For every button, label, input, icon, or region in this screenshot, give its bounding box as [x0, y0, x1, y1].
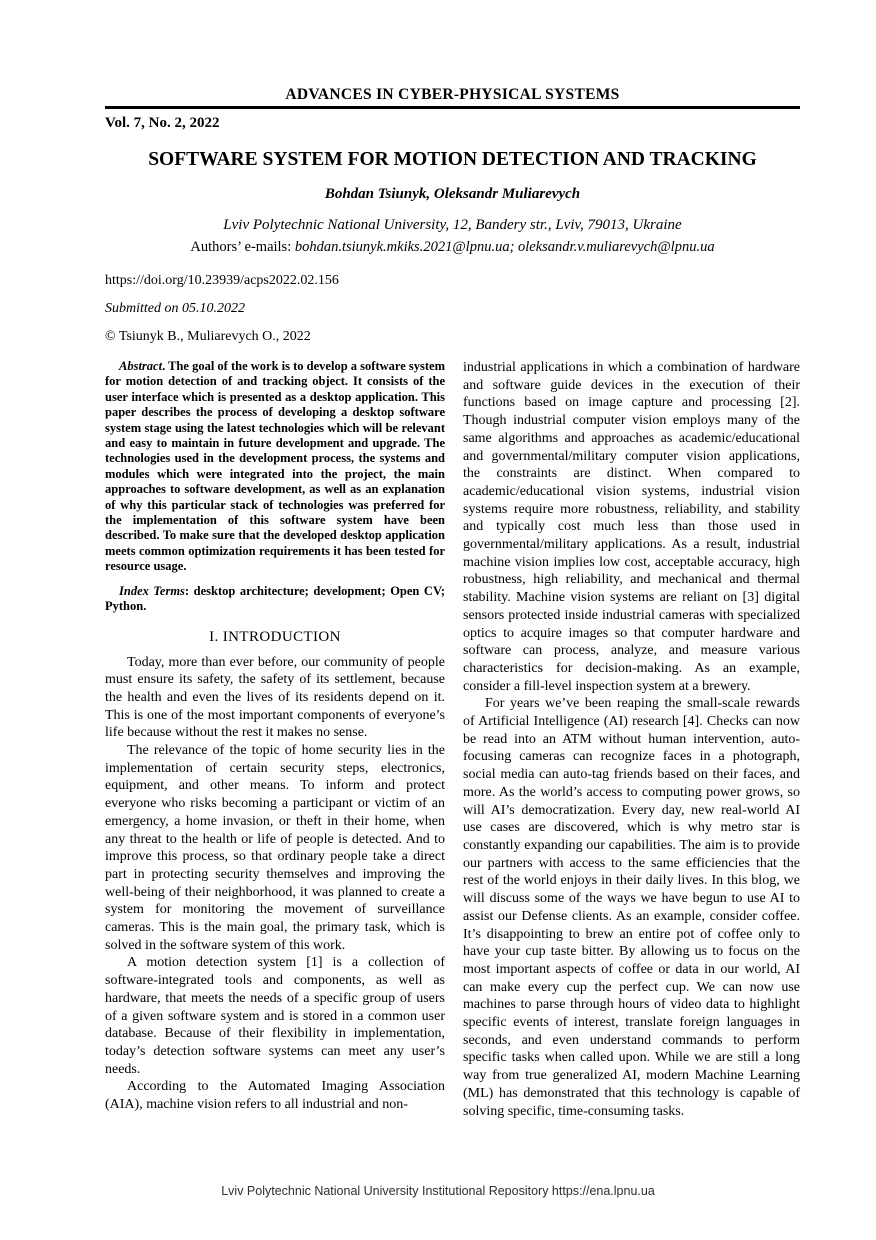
section-heading-introduction: I. INTRODUCTION — [209, 628, 341, 645]
index-terms-label: Index Terms — [119, 583, 185, 598]
body-paragraph: industrial applications in which a combination of hardware and software guide devices in the execution of their functions based on image capture and processing [2]. Though industrial computer vision employs many of the same algorithms and approaches as academic/educational and governmental/military computer vision applications, the constraints are distinct. When compared to academic/educational vision systems, industrial vision systems require more robustness, reliability, and stability and typically cost much less than those used in governmental/military applications. As a result, industrial machine vision implies low cost, acceptable accuracy, high robustness, high reliability, and mechanical and thermal stability. Machine vision systems are reliant on [3] digital sensors protected inside industrial cameras with specialized optics to acquire images so that computer hardware and software can process, analyze, and measure various characteristics for decision-making. As an example, consider a fill-level inspection system at a brewery. — [463, 360, 800, 694]
body-paragraph: For years we’ve been reaping the small-scale rewards of Artificial Intelligence (AI) research [4]. Checks can now be read into an ATM without human intervention, auto-focusing cameras can recognize faces in a photograph, social media can auto-tag friends based on their faces, and more. As the world’s access to computing power grows, so will AI’s democratization. Every day, new real-world AI use cases are discovered, which is why metro star is constantly expanding our capabilities. The aim is to provide our partners with access to the same efficiencies that the rest of the world enjoys in their daily lives. In this blog, we will discuss some of the ways we have begun to use AI to assist our Defense clients. As an example, consider coffee. It’s disappointing to brew an entire pot of coffee only to have your cup taste bitter. By allowing us to focus on the most important aspects of coffee or data in our world, AI can make every cup the perfect cup. We can now use machines to parse through hours of video data to highlight specific events of interest, translate foreign languages in seconds, and even understand commands to perform specific tasks when called upon. While we are still a long way from true generalized AI, modern Machine Learning (ML) has demonstrated that this technology is capable of solving specific, time-consuming tasks. — [463, 696, 800, 1119]
page-content — [105, 86, 800, 1120]
repository-footer: Lviv Polytechnic National University Institutional Repository https://ena.lpnu.ua — [221, 1184, 655, 1198]
body-paragraph: According to the Automated Imaging Association (AIA), machine vision refers to all industrial and non- — [105, 1079, 445, 1113]
body-paragraph: Today, more than ever before, our community of people must ensure its safety, the safety of its settlement, because the health and even the lives of its residents depend on it. This is one of the most important components of everyone’s life because without the rest it makes no sense. — [105, 654, 445, 741]
emails-line — [105, 238, 800, 257]
index-terms-paragraph — [105, 584, 445, 615]
emails-value: bohdan.tsiunyk.mkiks.2021@lpnu.ua; oleksandr.v.muliarevych@lpnu.ua — [294, 239, 715, 255]
body-paragraph: The relevance of the topic of home security lies in the implementation of certain security steps, electronics, equipment, and other means. To inform and protect everyone who risks becoming a participant or victim of an emergency, a home invasion, or theft in their home, when any threat to the health or life of people is detected. And to improve this process, so that ordinary people take a direct part in protecting security themselves and improving the well-being of their neighborhood, it was planned to create a system for monitoring the movement of surveillance cameras. This is the main goal, the primary task, which is solved in the software system of this work. — [105, 743, 445, 953]
authors-line: Bohdan Tsiunyk, Oleksandr Muliarevych — [324, 186, 581, 202]
journal-header — [105, 86, 800, 133]
abstract-text: . The goal of the work is to develop a software system for motion detection of and tracking object. It consists of the user interface which is presented as a desktop application. This paper describes the process of developing a desktop software system stage using the latest technologies which will be relevant and easy to maintain in future development and upgrade. The technologies used in the development process, the systems and modules which were integrated into the project, the main approaches to software development, as well as an explanation of why this particular stack of technologies was preferred for the implementation of this software system have been described. To make sure that the developed desktop application meets common optimization requirements it has been tested for resource usage. — [105, 359, 445, 574]
doi-line: https://doi.org/10.23939/acps2022.02.156 — [105, 273, 339, 288]
body-paragraph: A motion detection system [1] is a collection of software-integrated tools and components, as well as hardware, that meets the needs of a specific group of users of a given software system and is stored in a common user database. Because of their flexibility in implementation, today’s detection software systems can meet any user’s needs. — [105, 955, 445, 1077]
journal-title: ADVANCES IN CYBER-PHYSICAL SYSTEMS — [285, 86, 620, 103]
abstract-label: Abstract — [119, 359, 163, 373]
article-title: SOFTWARE SYSTEM FOR MOTION DETECTION AND TRACKING — [148, 149, 757, 170]
copyright-line: © Tsiunyk B., Muliarevych O., 2022 — [105, 329, 311, 344]
header-rule — [105, 106, 800, 109]
two-column-body — [105, 359, 800, 1120]
article-meta — [105, 273, 800, 345]
affiliation-line: Lviv Polytechnic National University, 12, Bandery str., Lviv, 79013, Ukraine — [223, 217, 682, 233]
left-column — [105, 359, 445, 1120]
submitted-line: Submitted on 05.10.2022 — [105, 301, 245, 316]
volume-line: Vol. 7, No. 2, 2022 — [105, 115, 220, 131]
right-column — [463, 359, 800, 1120]
index-terms-text: : desktop architecture; development; Open CV; Python. — [105, 583, 445, 614]
abstract-paragraph — [105, 359, 445, 575]
emails-label: Authors’ e-mails: — [190, 239, 295, 255]
